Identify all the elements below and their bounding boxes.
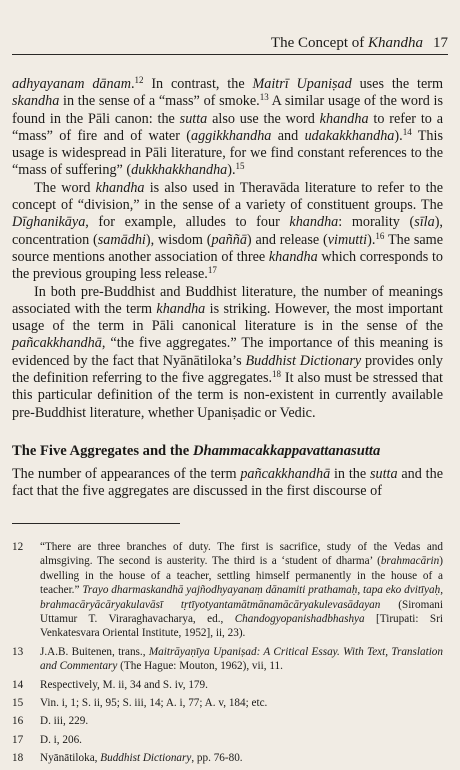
text-run: to refer to a “mass” of fire and of water ( — [12, 110, 443, 144]
italic-text: Buddhist Dictionary — [100, 752, 192, 765]
footnote — [12, 678, 443, 692]
italic-text: Chandogyopanishadbhashya — [234, 613, 365, 626]
text-run: The number of appearances of the term — [12, 465, 241, 482]
header-title-prefix: The Concept of — [270, 35, 368, 51]
footnote — [12, 696, 443, 710]
footnote-number: 16 — [12, 715, 24, 728]
header-title-italic: Khandha — [367, 35, 423, 51]
footnote — [12, 540, 443, 641]
italic-text: sutta — [369, 465, 398, 482]
text-run: The same source mentions another association of three — [12, 231, 444, 265]
text-run: D. iii, 229. — [40, 715, 89, 728]
main-text — [12, 76, 443, 501]
paragraph — [12, 76, 443, 180]
footnote-text — [40, 696, 443, 710]
text-run: Respectively, M. ii, 34 and S. iv, 179. — [40, 678, 208, 691]
text-run: , for example, alludes to four — [85, 214, 290, 231]
footnote-text — [40, 678, 443, 692]
footnote — [12, 714, 443, 728]
footnote-ref: 18 — [272, 369, 282, 380]
running-header — [12, 34, 448, 55]
italic-text: khandha — [268, 248, 318, 265]
text-run: Nyānātiloka, — [40, 752, 101, 765]
footnote-text — [40, 645, 443, 674]
footnote-number: 13 — [12, 645, 24, 658]
paragraph — [12, 284, 443, 422]
footnote-text — [40, 751, 443, 765]
italic-text: samādhi — [97, 231, 146, 248]
italic-text: pañcakkhandhā — [240, 465, 331, 482]
italic-text: sīla — [414, 214, 435, 231]
italic-text: Dhammacakkappavattanasutta — [192, 442, 381, 459]
text-run: : morality ( — [338, 214, 415, 231]
italic-text: Dīghanikāya — [12, 214, 86, 231]
text-run: J.A.B. Buitenen, trans., — [40, 645, 149, 658]
text-run: (Siromani Uttamur T. Viraraghavacharya, ed., — [40, 598, 443, 626]
italic-text: udakakkhandha — [304, 127, 395, 144]
italic-text: khandha — [289, 214, 339, 231]
section-heading — [12, 442, 443, 460]
text-run: In both pre-Buddhist and Buddhist literature, the number of meanings associated with the term — [12, 283, 443, 317]
footnote-ref: 17 — [207, 265, 217, 276]
footnote-number: 17 — [12, 733, 24, 746]
page-number: 17 — [433, 35, 448, 51]
text-run: is striking. However, the most important usage of the term in Pāli canonical literature is in the sense of the — [12, 300, 443, 335]
text-run: ). — [227, 162, 236, 179]
italic-text: paññā — [211, 231, 247, 248]
italic-text: khandha — [319, 110, 369, 127]
text-run: is also used in Theravāda literature to refer to the concept of “division,” in the sense of a variety of constituent groups. The — [12, 179, 444, 214]
footnote-text — [40, 714, 443, 728]
footnote-number: 18 — [12, 752, 24, 765]
footnote-number: 15 — [12, 697, 24, 710]
italic-text: vimutti — [327, 231, 368, 248]
italic-text: khandha — [95, 179, 145, 196]
italic-text: Buddhist Dictionary — [245, 352, 362, 369]
footnote-ref: 15 — [235, 161, 245, 172]
italic-text: dukkhakkhandha — [131, 162, 228, 179]
text-run: “There are three branches of duty. The first is sacrifice, study of the Vedas and almsgiving. The second is austerity. The third is a ‘student of dharma’ ( — [40, 541, 443, 568]
paragraph — [12, 466, 443, 501]
text-run: D. i, 206. — [40, 733, 82, 746]
text-run: It also must be stressed that this particular definition of the term is non-existent in currently available pre-Buddhist literature, whether Upaniṣadic or Vedic. — [12, 370, 443, 421]
text-run: and — [271, 127, 305, 144]
footnote-number: 12 — [12, 541, 24, 553]
footnote — [12, 645, 443, 674]
italic-text: sutta — [179, 110, 208, 127]
footnote-number: 14 — [12, 678, 24, 691]
text-run: Vin. i, 1; S. ii, 95; S. iii, 14; A. i, 77; A. v, 184; etc. — [40, 697, 268, 710]
footnote-ref: 16 — [375, 230, 385, 241]
text-run: , “the five aggregates.” The importance of this meaning is evidenced by the fact that Nyānātiloka’s — [12, 335, 443, 369]
text-run: which corresponds to the previous grouping less release. — [12, 248, 443, 283]
text-run: ), wisdom ( — [145, 231, 212, 248]
italic-text: Trayo dharmaskandhā yajñodhyayanaṃ dānamiti prathamaḥ, tapa eko dvitīyaḥ, brahmacāryācāryakulavāsī tṛtīyotyantamātmānamācāryakulevasādayan — [40, 584, 443, 611]
paragraph — [12, 180, 443, 284]
footnotes — [12, 540, 443, 770]
text-run: [Tirupati: Sri Venkatesvara Oriental Institute, 1952], ii, 23). — [40, 613, 443, 640]
footnote-ref: 13 — [259, 92, 269, 103]
footnote — [12, 733, 443, 747]
text-run: and the fact that the five aggregates are discussed in the first discourse of — [12, 465, 443, 500]
footnote — [12, 751, 443, 765]
text-run: . — [130, 76, 135, 92]
italic-text: pañcakkhandhā — [12, 335, 102, 352]
italic-text: Maitrāyaṇīya Upaniṣad: A Critical Essay. With Text, Translation and Commentary — [40, 645, 443, 673]
footnote-ref: 14 — [402, 126, 412, 137]
text-run: ). — [394, 127, 403, 144]
text-run: ) and release ( — [246, 231, 328, 248]
text-run: provides only the definition referring to the five aggregates. — [12, 352, 443, 387]
footnote-text — [40, 540, 443, 641]
text-run: This usage is widespread in Pāli literature, for we find constant references to the “mass of suffering” ( — [12, 127, 443, 179]
text-run: uses the term — [351, 76, 444, 92]
text-run: ). — [367, 231, 376, 248]
text-run: ) dwelling in the house of a teacher, settling himself permanently in the house of a teacher.” — [40, 555, 443, 597]
italic-text: Maitrī Upaniṣad — [252, 76, 352, 92]
text-run: The Five Aggregates and the — [12, 442, 193, 459]
footnote-text — [40, 733, 443, 747]
text-run: in the sense of a “mass” of smoke. — [59, 93, 260, 110]
footnote-divider — [12, 523, 180, 524]
text-run: A similar usage of the word is found in the Pāli canon: the — [12, 93, 443, 127]
italic-text: skandha — [12, 93, 60, 110]
text-run: also use the word — [207, 110, 320, 127]
text-run: The word — [34, 179, 96, 196]
italic-text: brahmacārin — [380, 555, 440, 568]
footnote-ref: 12 — [134, 75, 144, 85]
italic-text: aggikkhandha — [191, 127, 272, 144]
text-run: In contrast, the — [143, 76, 253, 92]
text-run: , pp. 76-80. — [191, 752, 243, 765]
text-run: (The Hague: Mouton, 1962), vii, 11. — [117, 660, 283, 673]
text-run: ), concentration ( — [12, 214, 443, 248]
text-run: in the — [330, 465, 370, 482]
italic-text: khandha — [156, 300, 206, 317]
italic-text: adhyayanam dānam — [12, 76, 131, 92]
